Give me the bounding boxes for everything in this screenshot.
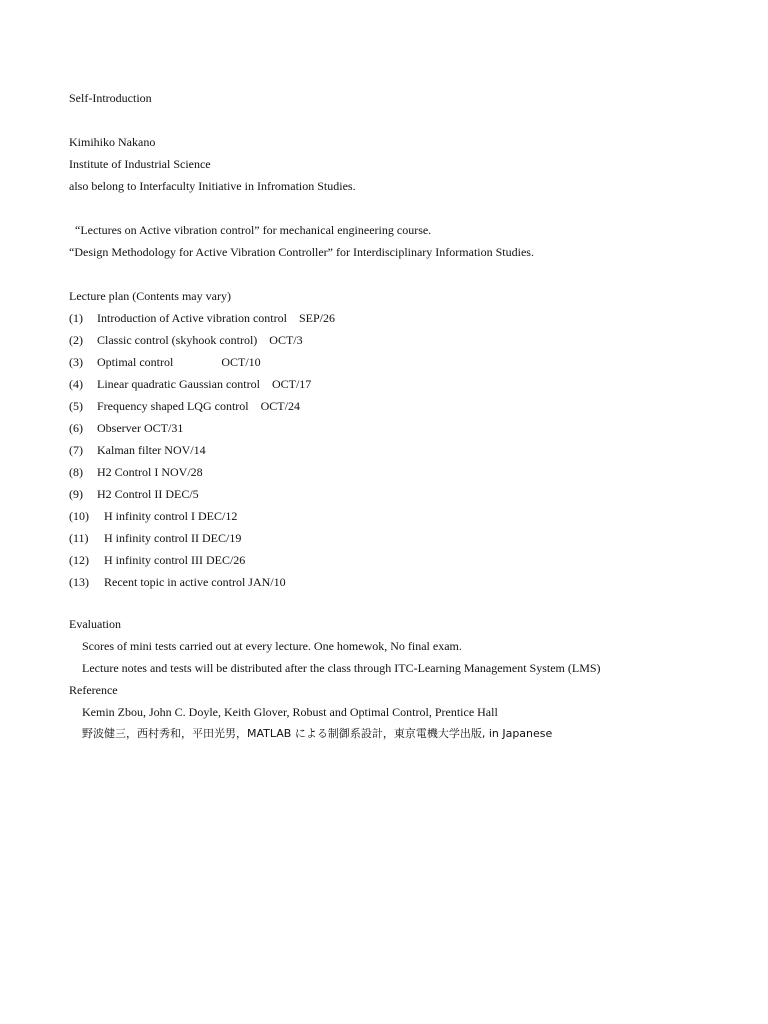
lecture-number: (4) [69,377,83,391]
lecture-item: Linear quadratic Gaussian control OCT/17 [97,377,312,391]
evaluation-line-1: Scores of mini tests carried out at every lecture. One homewok, No final exam. [82,639,462,653]
lecture-item: H infinity control II DEC/19 [104,531,242,545]
lecture-item: Frequency shaped LQG control OCT/24 [97,399,300,413]
lecture-number: (11) [69,531,89,545]
evaluation-line-2: Lecture notes and tests will be distributed after the class through ITC-Learning Management System (LMS) [82,661,601,675]
lecture-number: (3) [69,355,83,369]
lecture-number: (5) [69,399,83,413]
lecture-number: (9) [69,487,83,501]
author-affiliation: also belong to Interfaculty Initiative in Infromation Studies. [69,179,356,193]
lecture-number: (8) [69,465,83,479]
lecture-number: (10) [69,509,89,523]
lecture-item: Classic control (skyhook control) OCT/3 [97,333,303,347]
document-title: Self-Introduction [69,91,152,105]
lecture-item: Kalman filter NOV/14 [97,443,206,457]
lecture-item: Recent topic in active control JAN/10 [104,575,286,589]
lecture-item: H2 Control II DEC/5 [97,487,199,501]
lecture-number: (6) [69,421,83,435]
lecture-number: (1) [69,311,83,325]
reference-heading: Reference [69,683,118,697]
course-line-2: “Design Methodology for Active Vibration Controller” for Interdisciplinary Information Studies. [69,245,534,259]
lecture-item: H infinity control I DEC/12 [104,509,238,523]
lecture-item: Introduction of Active vibration control SEP/26 [97,311,335,325]
reference-line-1: Kemin Zbou, John C. Doyle, Keith Glover, Robust and Optimal Control, Prentice Hall [82,705,498,719]
course-line-1: “Lectures on Active vibration control” for mechanical engineering course. [75,223,432,237]
lecture-number: (7) [69,443,83,457]
lecture-number: (2) [69,333,83,347]
evaluation-heading: Evaluation [69,617,121,631]
lecture-item: Observer OCT/31 [97,421,184,435]
reference-line-2: 野波健三，西村秀和，平田光男，MATLAB による制御系設計，東京電機大学出版, in Japanese [82,727,553,740]
author-name: Kimihiko Nakano [69,135,156,149]
lecture-item: H infinity control III DEC/26 [104,553,246,567]
lecture-number: (13) [69,575,89,589]
lecture-number: (12) [69,553,89,567]
lecture-item: H2 Control I NOV/28 [97,465,203,479]
lecture-item: Optimal control OCT/10 [97,355,261,369]
lecture-plan-heading: Lecture plan (Contents may vary) [69,289,231,303]
author-institute: Institute of Industrial Science [69,157,211,171]
